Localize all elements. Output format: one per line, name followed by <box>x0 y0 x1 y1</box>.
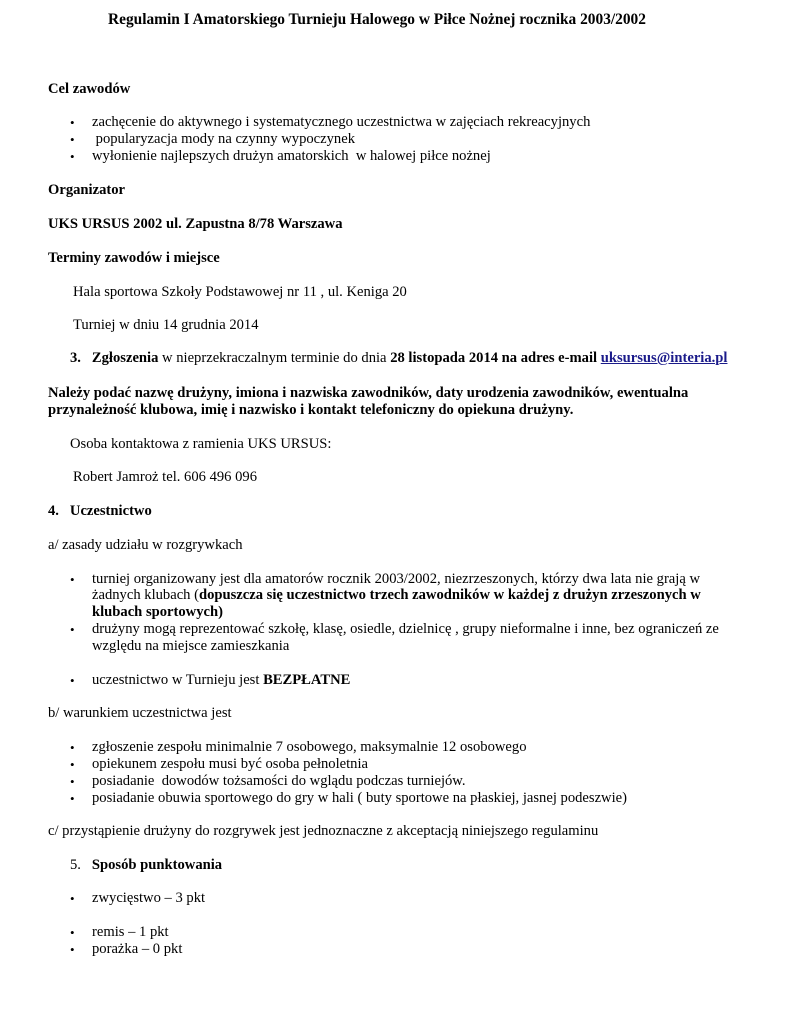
bullet: • <box>70 891 75 906</box>
a2-line-1: drużyny mogą reprezentować szkołę, klasę, osiedle, dzielnicę , grupy nieformalne i inne, bez ograniczeń ze <box>92 621 719 637</box>
section-number: 3. <box>70 350 81 366</box>
a1-line-2-normal: żadnych klubach ( <box>92 587 199 603</box>
terminy-date: Turniej w dniu 14 grudnia 2014 <box>73 317 259 333</box>
terminy-heading: Terminy zawodów i miejsce <box>48 250 220 266</box>
list-item: posiadanie dowodów tożsamości do wglądu podczas turniejów. <box>92 773 466 789</box>
section-number: 5. <box>70 857 81 873</box>
a3-normal: uczestnictwo w Turnieju jest <box>92 672 264 688</box>
bullet: • <box>70 622 75 637</box>
zgloszenia-text: w nieprzekraczalnym terminie do dnia <box>158 350 391 366</box>
list-item: zachęcenie do aktywnego i systematycznego uczestnictwa w zajęciach rekreacyjnych <box>92 114 591 130</box>
a1-line-1: turniej organizowany jest dla amatorów rocznik 2003/2002, niezrzeszonych, którzy dwa lata nie grają w <box>92 571 700 587</box>
bullet: • <box>70 673 75 688</box>
a1-line-3 <box>92 604 223 621</box>
contact-person: Robert Jamroż tel. 606 496 096 <box>73 469 258 485</box>
email-link[interactable]: uksursus@interia.pl <box>600 350 728 366</box>
bullet: • <box>70 791 75 806</box>
organizator-value: UKS URSUS 2002 ul. Zapustna 8/78 Warszawa <box>48 216 343 232</box>
a1-line-3-bold: klubach sportowych <box>92 604 219 620</box>
bullet: • <box>70 572 75 587</box>
terminy-place: Hala sportowa Szkoły Podstawowej nr 11 , ul. Keniga 20 <box>73 284 407 300</box>
bullet: • <box>70 757 75 772</box>
required-info-line-1: Należy podać nazwę drużyny, imiona i nazwiska zawodników, daty urodzenia zawodników, ewentualna <box>48 385 689 401</box>
zgloszenia-line <box>70 350 727 367</box>
bullet: • <box>70 942 75 957</box>
uczestnictwo-heading-line <box>48 503 152 520</box>
contact-label: Osoba kontaktowa z ramienia UKS URSUS: <box>70 436 332 452</box>
page-title: Regulamin I Amatorskiego Turnieju Halowego w Piłce Nożnej rocznika 2003/2002 <box>108 11 646 28</box>
bullet: • <box>70 740 75 755</box>
bullet: • <box>70 774 75 789</box>
punktacja-heading: Sposób punktowania <box>91 857 223 873</box>
bullet: • <box>70 115 75 130</box>
punktacja-heading-line <box>70 857 222 874</box>
organizator-heading: Organizator <box>48 182 126 198</box>
uczestnictwo-heading: Uczestnictwo <box>69 503 152 519</box>
zgloszenia-label: Zgłoszenia <box>91 350 159 366</box>
section-number: 4. <box>48 503 59 519</box>
a3-bold: BEZPŁATNE <box>263 672 351 688</box>
list-item: popularyzacja mody na czynny wypoczynek <box>92 131 355 147</box>
a2-line-2: względu na miejsce zamieszkania <box>92 638 290 654</box>
cel-heading: Cel zawodów <box>48 81 131 97</box>
list-item: posiadanie obuwia sportowego do gry w hali ( buty sportowe na płaskiej, jasnej podeszwie) <box>92 790 627 806</box>
bullet: • <box>70 149 75 164</box>
list-item: zwycięstwo – 3 pkt <box>92 890 206 906</box>
list-item: porażka – 0 pkt <box>92 941 183 957</box>
a1-line-3-end: ) <box>218 604 223 620</box>
list-item: remis – 1 pkt <box>92 924 169 940</box>
bullet: • <box>70 132 75 147</box>
a3-line <box>92 672 350 689</box>
list-item: zgłoszenie zespołu minimalnie 7 osobowego, maksymalnie 12 osobowego <box>92 739 527 755</box>
zgloszenia-deadline: 28 listopada 2014 na adres e-mail <box>390 350 598 366</box>
b-heading: b/ warunkiem uczestnictwa jest <box>48 705 232 721</box>
required-info-line-2: przynależność klubowa, imię i nazwisko i kontakt telefoniczny do opiekuna drużyny. <box>48 402 574 418</box>
a-heading: a/ zasady udziału w rozgrywkach <box>48 537 243 553</box>
list-item: wyłonienie najlepszych drużyn amatorskich w halowej piłce nożnej <box>92 148 491 164</box>
c-text: c/ przystąpienie drużyny do rozgrywek jest jednoznaczne z akceptacją niniejszego regulaminu <box>48 823 599 839</box>
a1-line-2-bold: dopuszcza się uczestnictwo trzech zawodników w każdej z drużyn zrzeszonych w <box>198 587 701 603</box>
bullet: • <box>70 925 75 940</box>
list-item: opiekunem zespołu musi być osoba pełnoletnia <box>92 756 369 772</box>
a1-line-2 <box>92 587 701 604</box>
